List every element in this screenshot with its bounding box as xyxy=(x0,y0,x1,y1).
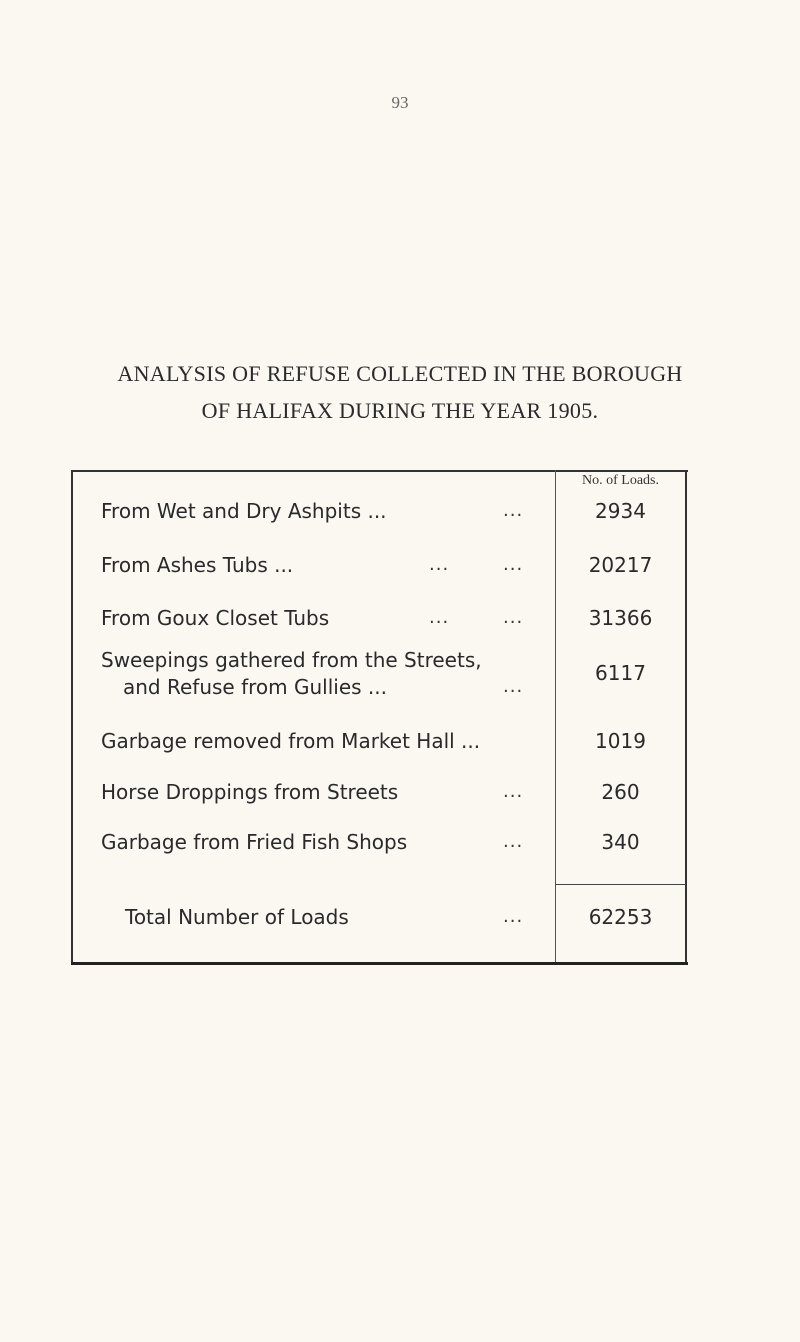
row-dots: ... xyxy=(503,676,524,697)
total-rule xyxy=(555,884,686,885)
table-top-rule xyxy=(71,470,688,472)
page-number: 93 xyxy=(391,93,409,112)
row-value: 260 xyxy=(601,780,640,804)
column-divider xyxy=(555,470,556,964)
row-value: 20217 xyxy=(588,553,653,577)
row-value: 31366 xyxy=(588,606,653,630)
row-value: 340 xyxy=(601,830,640,854)
row-label-continued: and Refuse from Gullies ... xyxy=(123,675,387,699)
row-label: From Goux Closet Tubs xyxy=(101,606,330,630)
row-value: 2934 xyxy=(595,499,646,523)
refuse-table xyxy=(71,470,688,966)
row-dots-mid: ... xyxy=(429,607,450,628)
row-dots: ... xyxy=(503,607,524,628)
page-title xyxy=(0,355,800,429)
row-dots: ... xyxy=(503,500,524,521)
total-value: 62253 xyxy=(588,905,653,929)
table-left-rule xyxy=(71,470,73,964)
total-dots: ... xyxy=(503,906,524,927)
title-line-2: OF HALIFAX DURING THE YEAR 1905. xyxy=(201,398,599,423)
row-label: Garbage from Fried Fish Shops xyxy=(101,830,408,854)
row-dots: ... xyxy=(503,554,524,575)
row-label: Sweepings gathered from the Streets, xyxy=(101,648,482,672)
column-header-loads: No. of Loads. xyxy=(582,473,659,488)
table-bottom-rule xyxy=(71,962,688,965)
total-label: Total Number of Loads xyxy=(125,905,349,929)
row-dots: ... xyxy=(503,831,524,852)
row-value: 6117 xyxy=(595,661,646,685)
row-value: 1019 xyxy=(595,729,646,753)
row-label: Garbage removed from Market Hall ... xyxy=(101,729,481,753)
row-dots-mid: ... xyxy=(429,554,450,575)
title-line-1: ANALYSIS OF REFUSE COLLECTED IN THE BOROUGH xyxy=(117,361,683,386)
table-right-rule xyxy=(685,470,687,964)
row-dots: ... xyxy=(503,781,524,802)
row-label: Horse Droppings from Streets xyxy=(101,780,399,804)
row-label: From Ashes Tubs ... xyxy=(101,553,294,577)
row-label: From Wet and Dry Ashpits ... xyxy=(101,499,387,523)
